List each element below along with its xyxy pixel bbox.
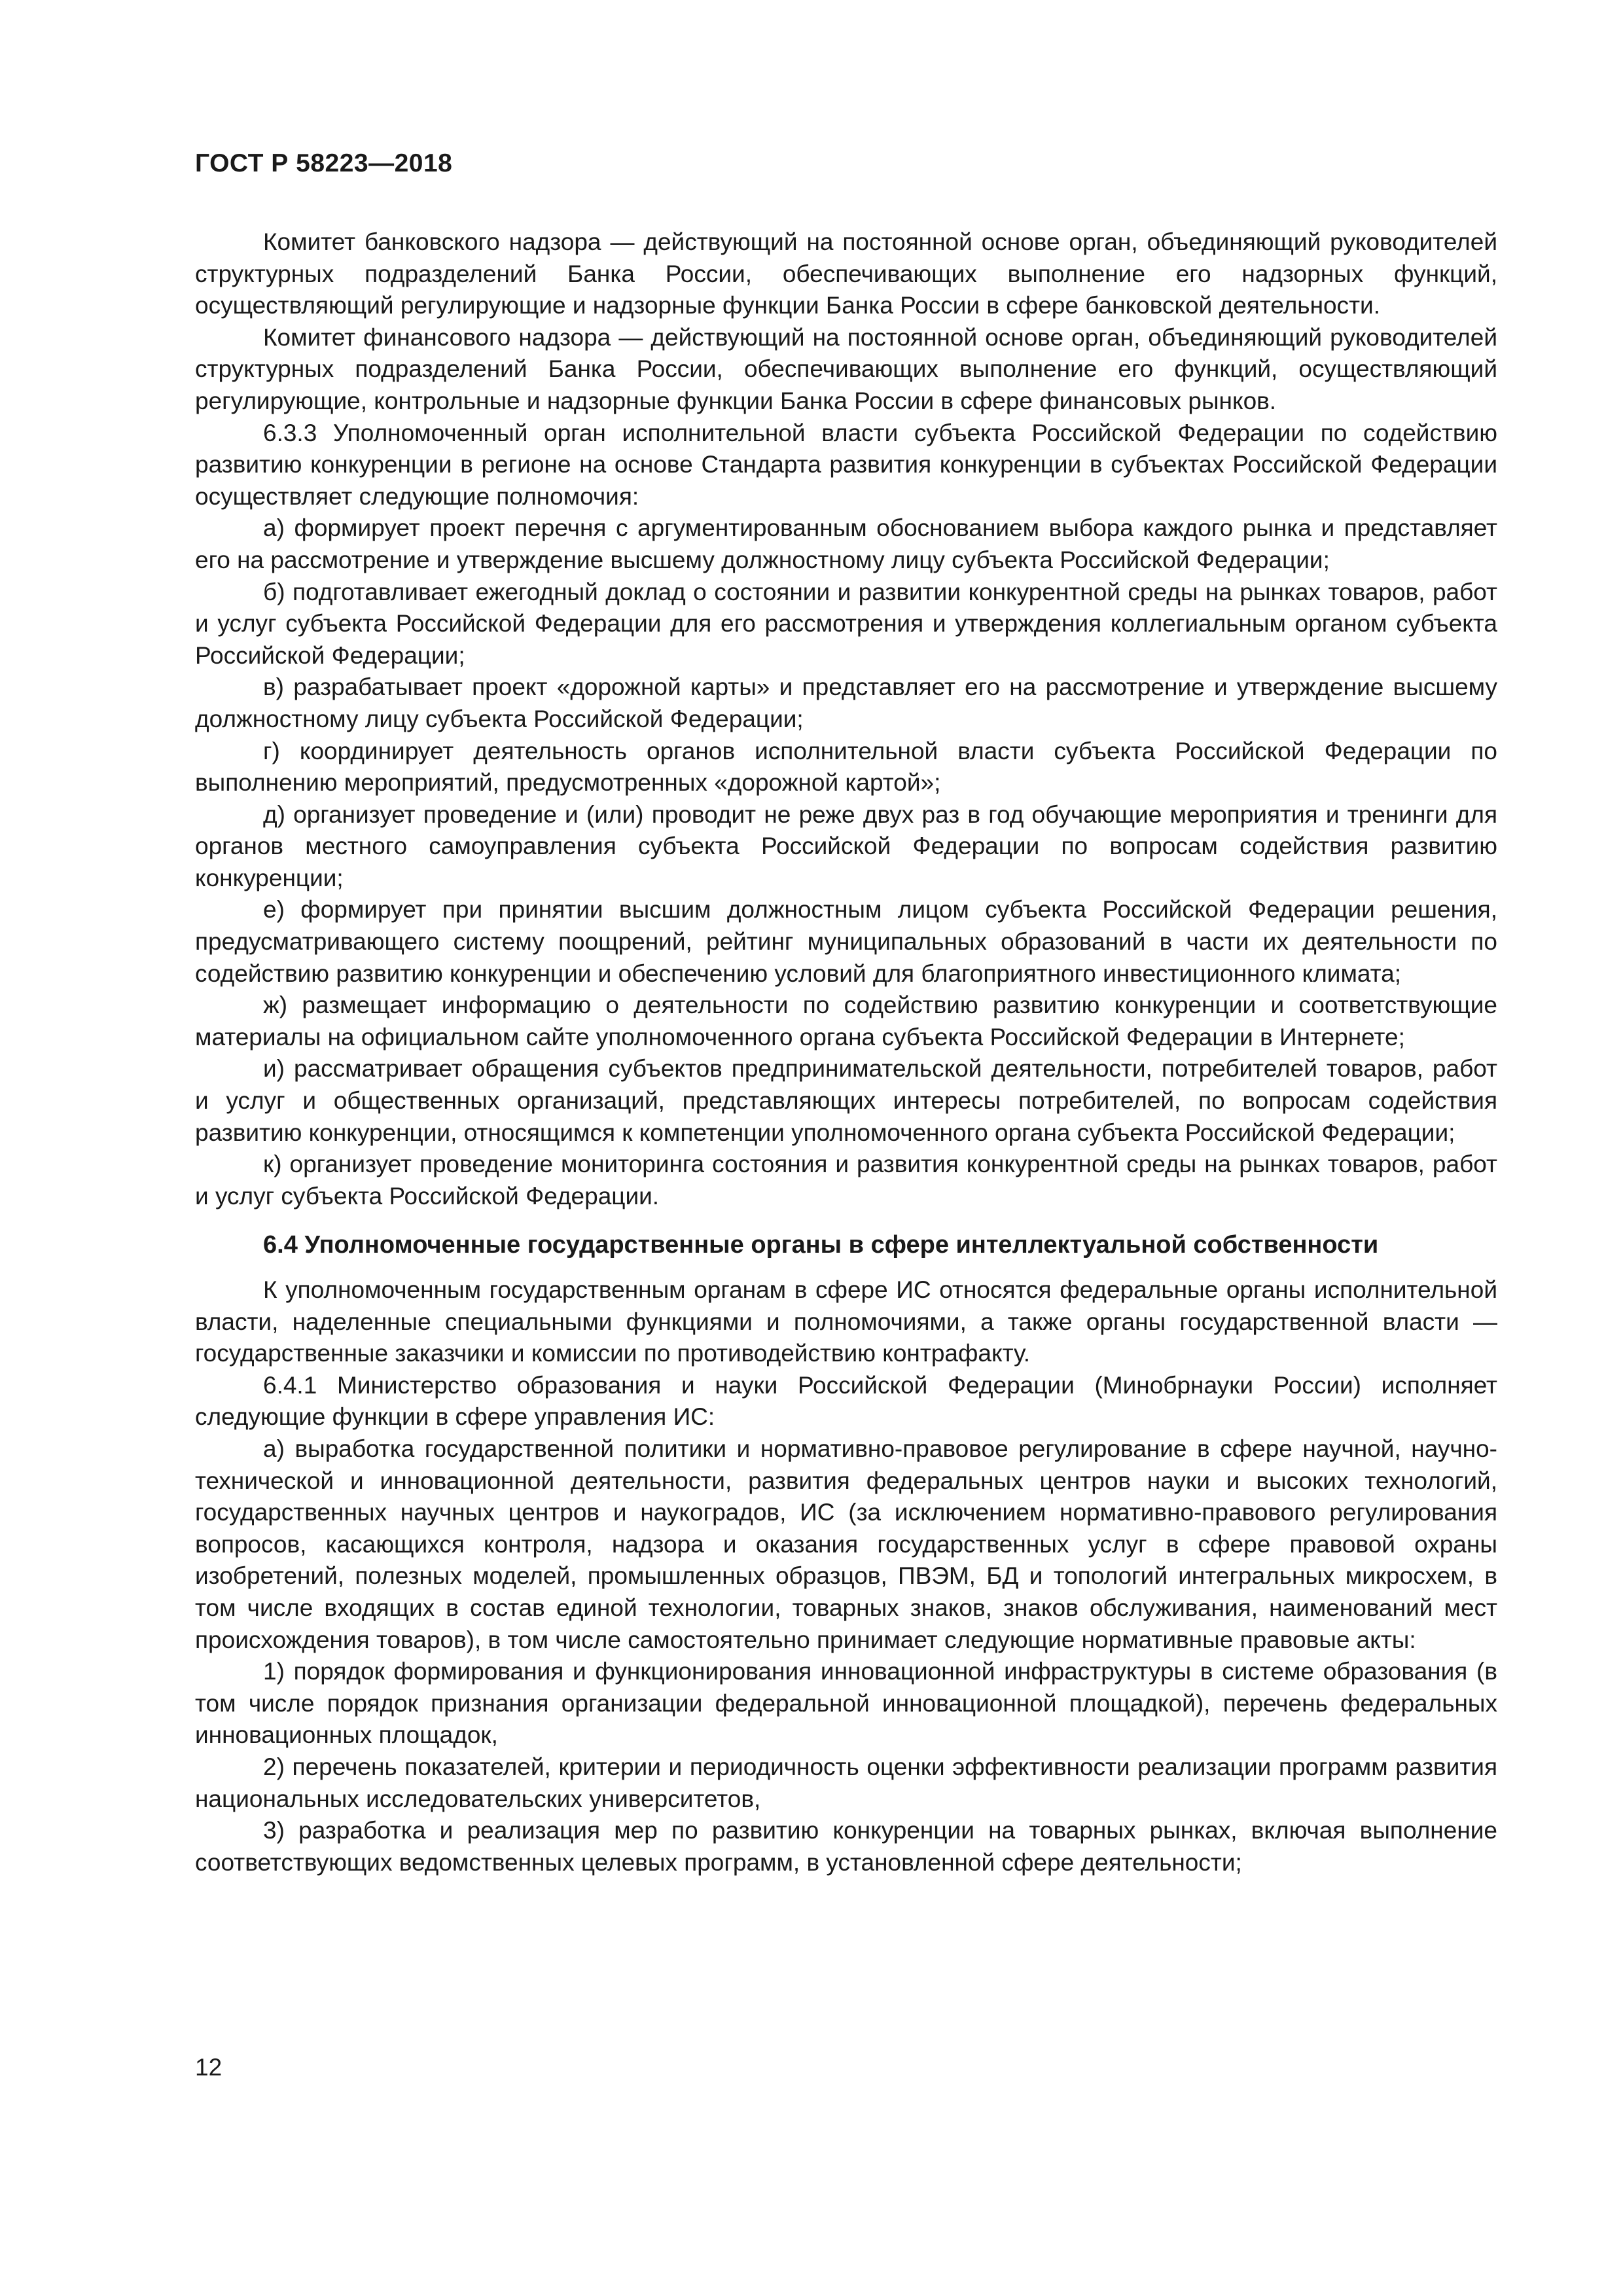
paragraph: Комитет финансового надзора — действующий на постоянной основе орган, объединяющий руководителей структурных подразделений Банка России, обеспечивающих выполнение его функций, осуществляющий регулирующие, контрольные и надзорные функции Банка России в сфере финансовых рынков. [195, 323, 1497, 414]
section-heading-6-4: 6.4 Уполномоченные государственные органы в сфере интеллектуальной собственности [263, 1231, 1379, 1259]
list-item: г) координирует деятельность органов исполнительной власти субъекта Российской Федерации по выполнению мероприятий, предусмотренных «дорожной картой»; [195, 737, 1497, 797]
list-item: б) подготавливает ежегодный доклад о состоянии и развитии конкурентной среды на рынках товаров, работ и услуг субъекта Российской Федерации для его рассмотрения и утверждения коллегиальным органом субъекта Российской Федерации; [195, 578, 1497, 669]
clause-6-4-1: 6.4.1 Министерство образования и науки Российской Федерации (Минобрнауки России) исполняет следующие функции в сфере управления ИС: [195, 1371, 1497, 1431]
page-number: 12 [195, 2054, 223, 2081]
list-item: к) организует проведение мониторинга состояния и развития конкурентной среды на рынках товаров, работ и услуг субъекта Российской Федерации. [195, 1151, 1497, 1210]
list-item: 1) порядок формирования и функционирования инновационной инфраструктуры в системе образования (в том числе порядок признания организации федеральной инновационной площадкой), перечень федеральных инновационных площадок, [195, 1658, 1497, 1749]
document-body [195, 226, 1497, 1878]
list-item: а) выработка государственной политики и нормативно-правовое регулирование в сфере научной, научно-технической и инновационной деятельности, развития федеральных центров науки и высоких технологий, государственных научных центров и наукоградов, ИС (за исключением нормативно-правового регулирования вопросов, касающихся контроля, надзора и оказания государственных услуг в сфере правовой охраны изобретений, полезных моделей, промышленных образцов, ПВЭМ, БД и топологий интегральных микросхем, в том числе входящих в состав единой технологии, товарных знаков, знаков обслуживания, наименований мест происхождения товаров), в том числе самостоятельно принимает следующие нормативные правовые акты: [195, 1435, 1497, 1653]
page-header-standard-id: ГОСТ Р 58223—2018 [195, 149, 453, 177]
list-item: в) разрабатывает проект «дорожной карты» и представляет его на рассмотрение и утверждение высшему должностному лицу субъекта Российской Федерации; [195, 673, 1497, 732]
list-item: 3) разработка и реализация мер по развитию конкуренции на товарных рынках, включая выполнение соответствующих ведомственных целевых программ, в установленной сфере деятельности; [195, 1817, 1497, 1876]
paragraph: К уполномоченным государственным органам в сфере ИС относятся федеральные органы исполнительной власти, наделенные специальными функциями и полномочиями, а также органы государственной власти — государственные заказчики и комиссии по противодействию контрафакту. [195, 1276, 1497, 1367]
list-item: е) формирует при принятии высшим должностным лицом субъекта Российской Федерации решения, предусматривающего систему поощрений, рейтинг муниципальных образований в части их деятельности по содействию развитию конкуренции и обеспечению условий для благоприятного инвестиционного климата; [195, 896, 1497, 987]
list-item: ж) размещает информацию о деятельности по содействию развитию конкуренции и соответствующие материалы на официальном сайте уполномоченного органа субъекта Российской Федерации в Интернете; [195, 992, 1497, 1050]
clause-6-3-3: 6.3.3 Уполномоченный орган исполнительной власти субъекта Российской Федерации по содействию развитию конкуренции в регионе на основе Стандарта развития конкуренции в субъектах Российской Федерации осуществляет следующие полномочия: [195, 419, 1497, 510]
paragraph: Комитет банковского надзора — действующий на постоянной основе орган, объединяющий руководителей структурных подразделений Банка России, обеспечивающих выполнение его надзорных функций, осуществляющий регулирующие и надзорные функции Банка России в сфере банковской деятельности. [195, 228, 1497, 319]
list-item: д) организует проведение и (или) проводит не реже двух раз в год обучающие мероприятия и тренинги для органов местного самоуправления субъекта Российской Федерации по вопросам содействия развитию конкуренции; [195, 800, 1497, 891]
list-item: а) формирует проект перечня с аргументированным обоснованием выбора каждого рынка и представляет его на рассмотрение и утверждение высшему должностному лицу субъекта Российской Федерации; [195, 514, 1497, 573]
list-item: 2) перечень показателей, критерии и периодичность оценки эффективности реализации программ развития национальных исследовательских университетов, [195, 1753, 1497, 1812]
list-item: и) рассматривает обращения субъектов предпринимательской деятельности, потребителей товаров, работ и услуг и общественных организаций, представляющих интересы потребителей, по вопросам содействия развитию конкуренции, относящимся к компетенции уполномоченного органа субъекта Российской Федерации; [195, 1055, 1497, 1146]
